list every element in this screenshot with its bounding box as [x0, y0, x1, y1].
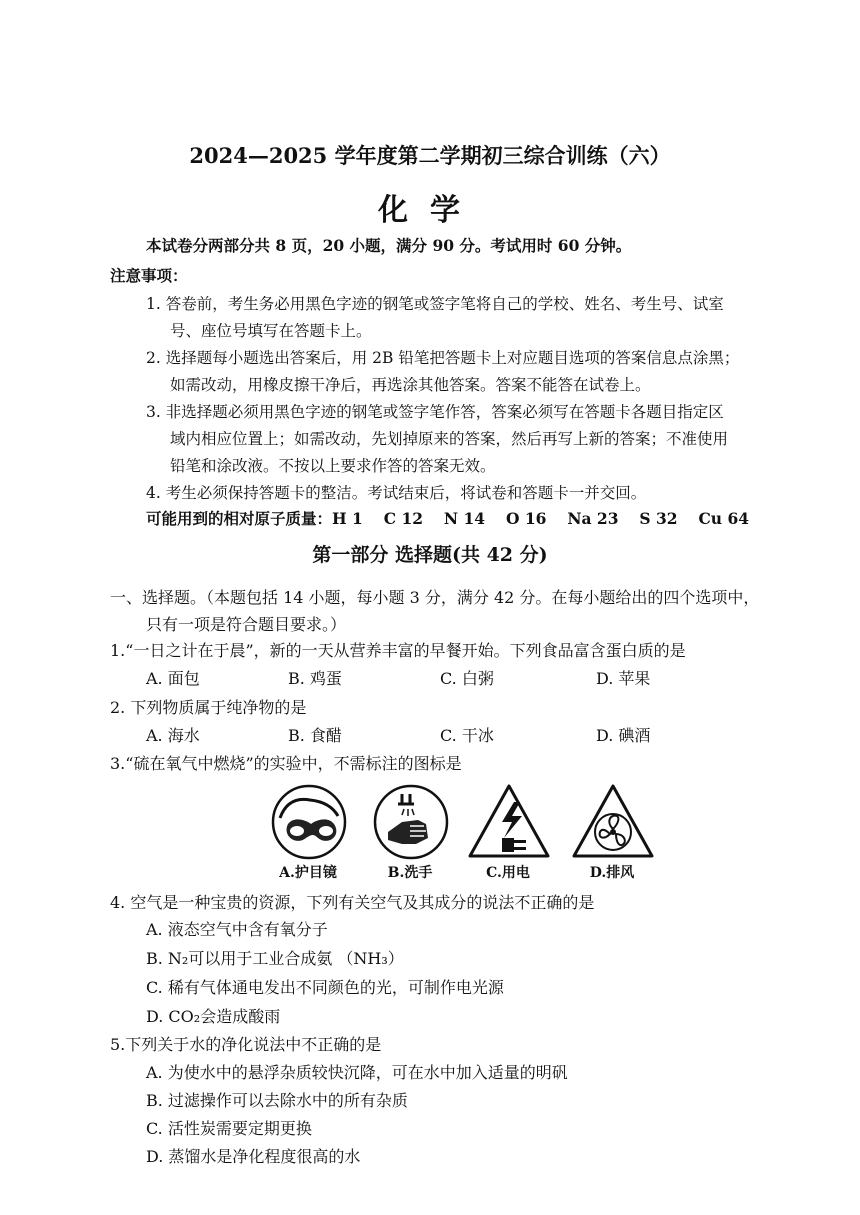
notice-line: 2. 选择题每小题选出答案后，用 2B 铅笔把答题卡上对应题目选项的答案信息点涂黑；	[146, 349, 740, 367]
option-b: B. 鸡蛋	[288, 669, 342, 688]
atomic-masses: 可能用到的相对原子质量：H 1 C 12 N 14 O 16 Na 23 S 32 Cu 64	[146, 509, 750, 528]
exam-intro: 本试卷分两部分共 8 页，20 小题，满分 90 分。考试用时 60 分钟。	[146, 236, 632, 255]
exam-title: 2024—2025 学年度第二学期初三综合训练（六）	[189, 143, 671, 168]
option-c: C. 白粥	[440, 669, 494, 688]
option-d: D. 苹果	[596, 669, 651, 688]
notice-line: 如需改动，用橡皮擦干净后，再选涂其他答案。答案不能答在试卷上。	[170, 376, 651, 394]
notice-line: 域内相应位置上；如需改动，先划掉原来的答案，然后再写上新的答案；不准使用	[170, 430, 729, 448]
section-instructions: 只有一项是符合题目要求。）	[146, 615, 347, 634]
notice-label: 注意事项：	[110, 266, 188, 285]
option-c: C. 活性炭需要定期更换	[146, 1119, 312, 1138]
question-stem: 4. 空气是一种宝贵的资源，下列有关空气及其成分的说法不正确的是	[110, 893, 595, 912]
option-a: A. 面包	[146, 669, 200, 688]
electricity-icon	[466, 782, 552, 872]
option-b: B. N₂可以用于工业合成氨 （NH₃）	[146, 949, 404, 968]
icon-caption: D.排风	[589, 865, 635, 881]
option-a: A. 液态空气中含有氧分子	[146, 920, 328, 939]
option-d: D. CO₂会造成酸雨	[146, 1007, 281, 1026]
notice-line: 3. 非选择题必须用黑色字迹的钢笔或签字笔作答，答案必须写在答题卡各题目指定区	[146, 403, 724, 421]
option-b: B. 过滤操作可以去除水中的所有杂质	[146, 1091, 408, 1110]
question-stem: 5.下列关于水的净化说法中不正确的是	[110, 1035, 382, 1054]
option-a: A. 海水	[146, 726, 200, 745]
icon-caption: B.洗手	[387, 865, 433, 881]
question-stem: 2. 下列物质属于纯净物的是	[110, 698, 307, 717]
option-d: D. 碘酒	[596, 726, 651, 745]
section-instructions: 一、选择题。（本题包括 14 小题，每小题 3 分，满分 42 分。在每小题给出的四个选项中，	[110, 588, 760, 607]
goggles-icon	[266, 782, 352, 872]
subject-title: 化学	[378, 193, 482, 228]
wash-hands-icon	[368, 782, 454, 872]
notice-line: 4. 考生必须保持答题卡的整洁。考试结束后，将试卷和答题卡一并交回。	[146, 484, 647, 502]
option-c: C. 干冰	[440, 726, 494, 745]
option-b: B. 食醋	[288, 726, 342, 745]
option-a: A. 为使水中的悬浮杂质较快沉降，可在水中加入适量的明矾	[146, 1063, 568, 1082]
question-stem: 1.“一日之计在于晨”，新的一天从营养丰富的早餐开始。下列食品富含蛋白质的是	[110, 641, 686, 660]
icon-caption: A.护目镜	[279, 865, 337, 881]
notice-line: 1. 答卷前，考生务必用黑色字迹的钢笔或签字笔将自己的学校、姓名、考生号、试室	[146, 295, 724, 313]
question-stem: 3.“硫在氧气中燃烧”的实验中，不需标注的图标是	[110, 754, 462, 773]
option-d: D. 蒸馏水是净化程度很高的水	[146, 1147, 361, 1166]
exhaust-fan-icon	[570, 782, 656, 872]
notice-line: 铅笔和涂改液。不按以上要求作答的答案无效。	[170, 457, 496, 475]
option-c: C. 稀有气体通电发出不同颜色的光，可制作电光源	[146, 978, 504, 997]
notice-line: 号、座位号填写在答题卡上。	[170, 322, 372, 340]
part1-title: 第一部分 选择题(共 42 分)	[312, 544, 548, 566]
icon-caption: C.用电	[486, 865, 530, 881]
